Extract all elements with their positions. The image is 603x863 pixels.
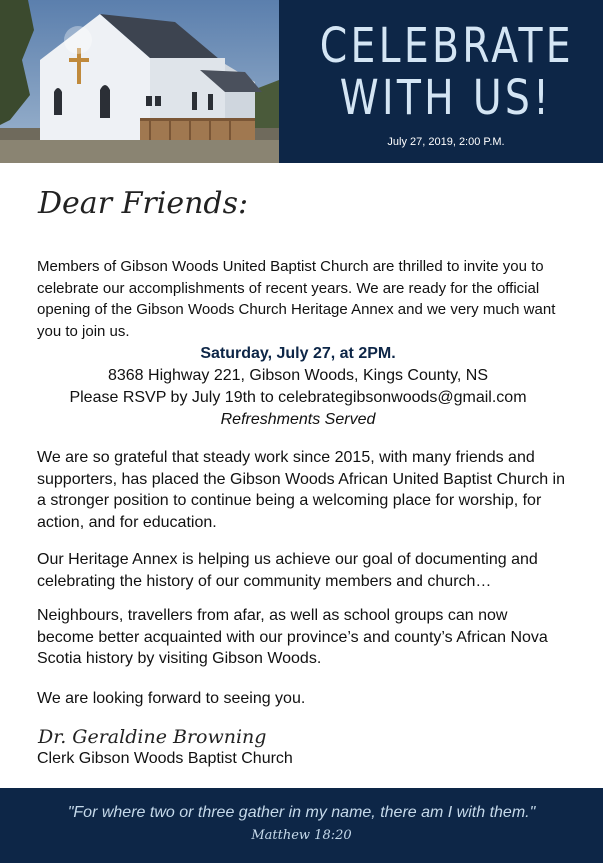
banner-date: July 27, 2019, 2:00 P.M. xyxy=(387,136,505,148)
visitors-paragraph: Neighbours, travellers from afar, as well as school groups can now become better acquainted with our province’s and county’s African Nova Scotia history by visiting Gibson Woods. xyxy=(37,607,548,667)
gratitude-paragraph: We are so grateful that steady work since 2015, with many friends and supporters, has placed the Gibson Woods African United Baptist Church in a stronger position to continue being a welcoming place for worship, for action, and for education. xyxy=(37,449,565,531)
greeting: Dear Friends: xyxy=(38,186,249,221)
signature: Dr. Geraldine Browning xyxy=(38,726,267,748)
banner-title-line2: WITH US! xyxy=(339,70,553,126)
signature-title: Clerk Gibson Woods Baptist Church xyxy=(37,750,293,767)
heritage-paragraph: Our Heritage Annex is helping us achieve our goal of documenting and celebrating the history of our community members and church… xyxy=(37,551,538,590)
footer-banner xyxy=(0,788,603,863)
event-rsvp: Please RSVP by July 19th to celebrategibsonwoods@gmail.com xyxy=(69,389,527,406)
event-address: 8368 Highway 221, Gibson Woods, Kings County, NS xyxy=(107,367,489,384)
banner-title-line1: CELEBRATE xyxy=(319,18,574,74)
banner-title xyxy=(320,20,573,124)
scripture-reference: Matthew 18:20 xyxy=(251,828,352,843)
closing-line: We are looking forward to seeing you. xyxy=(37,690,306,707)
intro-paragraph: Members of Gibson Woods United Baptist Church are thrilled to invite you to celebrate our accomplishments of recent years. We are ready for the official opening of the Gibson Woods Church Heritage Annex and we very much want you to join us. xyxy=(37,258,556,340)
header-banner xyxy=(0,0,603,163)
church-illustration xyxy=(0,0,279,163)
scripture-quote: "For where two or three gather in my name, there am I with them." xyxy=(67,804,536,821)
event-date: Saturday, July 27, at 2PM. xyxy=(200,345,396,362)
event-refreshments: Refreshments Served xyxy=(220,411,376,428)
church-photo xyxy=(0,0,279,163)
